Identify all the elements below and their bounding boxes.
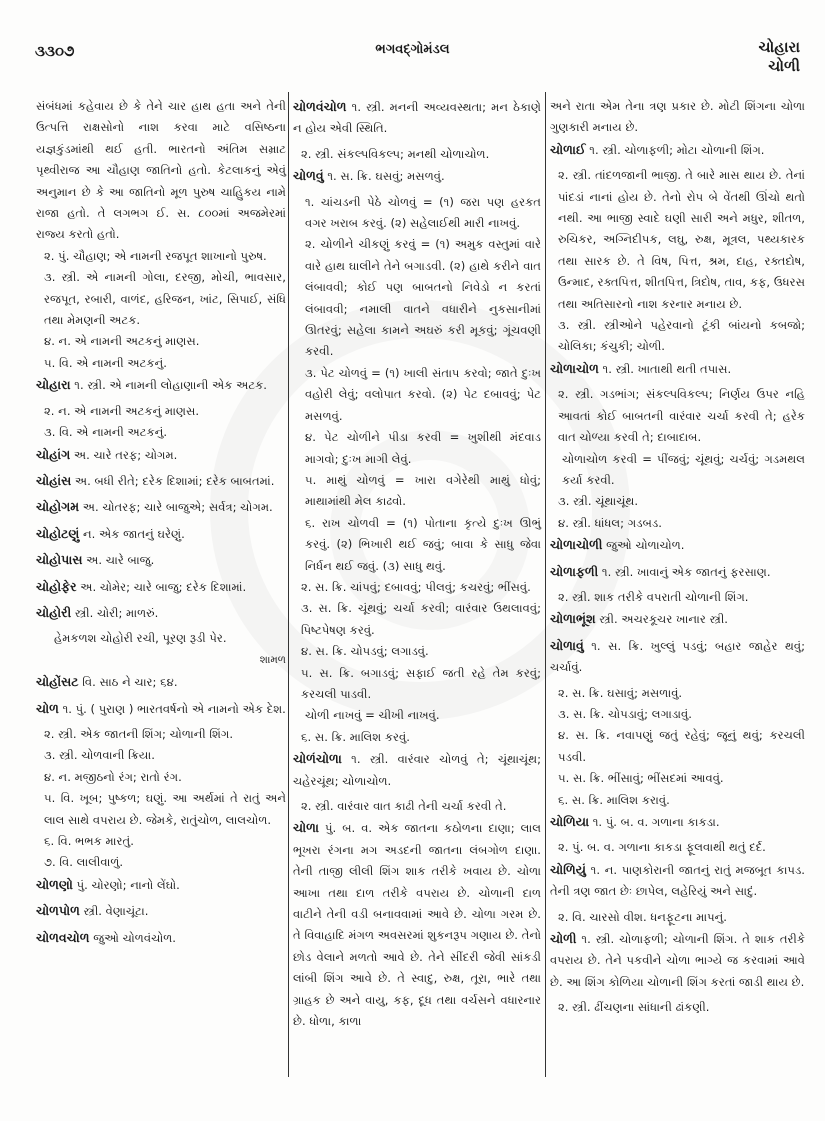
guide-word-first: ચોહારા (758, 38, 800, 56)
definition-sense: ૬. વિ. ભભક મારતું. (44, 834, 134, 848)
definition-sense: ૩. સ. ક્રિ. ચૂંથવું; ચર્ચા કરવી; વારંવાર ઉથલાવવું; પિષ્ટપેષણ કરવું. (301, 601, 541, 637)
idiom-phrase: ૨. ચોળીને ચીકણું કરવું = (૧) અમુક વસ્તુમાં વારે વારે હાથ ઘાલીને તેને બગાડવી. (૨) હાથે કરીને વાત લંબાવવી; કોઈ પણ બાબતનો નિવેડો ન કરતાં લંબાવવી; નમાલી વાતને વધારીને નુકસાનીમાં ઊતરવું; સહેલા કામને અઘરું કરી મૂકવું; ગૂંચવણી કરવી. (305, 237, 541, 359)
definition-sense: ૪. ન. મજીઠનો રંગ; રાતો રંગ. (44, 769, 182, 784)
dictionary-entry (36, 576, 286, 598)
definition-sense: ૩. સ. ક્રિ. ચોપડાવું; લગાડાવું. (558, 706, 692, 721)
idiom-phrase: ૫. માથું ચોળવું = ખારા વગેરેથી માથું ધોવું; માથામાંથી મેલ કાઢવો. (305, 472, 541, 509)
guide-word-last: ચોળી (768, 57, 800, 75)
definition-sense: ૨. વિ. ચારસો વીશ. ધનફૂટના માપનું. (558, 909, 727, 924)
idiom-phrase: ચોળી નાખવું = ચીખી નાખવું. (305, 708, 440, 723)
definition: ૧. સ્ત્રી. વારંવાર ચોળવું તે; ચૂંથાચૂંથ; ચહેરચૂંથ; ચોળાચોળ. (293, 752, 541, 788)
definition: ૧. સ્ત્રી. ચોળાફળી; ચોળાની શિંગ. તે શાક તરીકે વપરાય છે. તેને પકવીને ચોળા ભાગ્યે જ કરવામાં આવે છે. આ શિંગ કોળિયા ચોળાની શિંગ કરતાં જાડી થાય છે. (550, 932, 805, 989)
definition: જુઓ ચોળાચોળ. (602, 538, 685, 553)
idiom-phrase: ૩. પેટ ચોળવું = (૧) ખાલી સંતાપ કરવો; જાતે દુઃખ વહોરી લેવું; વલોપાત કરવો. (૨) પેટ દબાવવું; પેટ મસળવું. (305, 365, 541, 423)
guide-words (758, 38, 800, 76)
dictionary-entry (36, 927, 286, 949)
definition: સ્ત્રી. વેણાચૂંટા. (79, 904, 149, 919)
definition-sense: ૩. સ્ત્રી. ચોળવાની ક્રિયા. (44, 748, 155, 763)
page-header (0, 38, 825, 88)
definition-sense: ૨. સ. ક્રિ. ઘસાવું; મસળાવું. (558, 685, 683, 700)
running-title: ભગવદ્ગોમંડલ (375, 42, 450, 57)
dictionary-entry (36, 523, 286, 545)
definition: અ. ચારે બાજુ. (82, 553, 155, 568)
definition-sense: ૩. સ્ત્રી. ચૂંથાચૂંથ. (558, 494, 639, 509)
definition-sense: ૨. સ્ત્રી. તાંદળજાની ભાજી. તે બારે માસ થાય છે. તેનાં પાંદડાં નાનાં હોય છે. તેનો રોપ બે વેંતથી ઊંચો થતો નથી. આ ભાજી સ્વાદે ઘણી સારી અને મધુર, શીતળ, રુચિકર, અગ્નિદીપક, લઘુ, રુક્ષ, મૂત્રલ, પથ્યકારક તથા સારક છે. તે વિષ, પિત્ત, શ્રમ, દાહ, રક્તદોષ, ઉન્માદ, રક્તપિત્ત, શીતપિત્ત, ત્રિદોષ, તાવ, કફ, ઉધરસ તથા અતિસારનો નાશ કરનાર મનાય છે. (558, 168, 805, 311)
headword: ચોળિયું (550, 861, 586, 877)
dictionary-entry (36, 698, 286, 720)
headword: ચોહોરી (36, 604, 72, 620)
definition-sense: ૨. સ્ત્રી. સંકલ્પવિકલ્પ; મનથી ચોળાચોળ. (301, 146, 490, 161)
headword: ચોળાઈ (550, 141, 586, 157)
headword: ચોળણો (36, 876, 73, 892)
dictionary-entry (550, 859, 805, 903)
headword: ચોળાચોળ (550, 360, 599, 376)
citation-quote: હેમકળશ ચોહોરી રચી, પૂરણ રૂડી પેર. (54, 631, 227, 646)
headword: ચોળવું (293, 168, 324, 184)
idiom-phrase: ૧. ચાંચડની પેઠે ચોળવું = (૧) જરા પણ હરકત વગર ખરાબ કરવું. (૨) સહેલાઈથી મારી નાખવું. (305, 194, 541, 231)
idiom-phrase: ૪. પેટ ચોળીને પીડા કરવી = ખુશીથી મંદવાડ માગવો; દુઃખ માગી લેવું. (305, 430, 541, 466)
headword: ચોળાચોળી (550, 537, 603, 553)
continued-definition: અને રાતા એમ તેના ત્રણ પ્રકાર છે. મોટી શિંગના ચોળા ગુણકારી મનાય છે. (550, 99, 805, 135)
definition-sense: ૨. ન. એ નામની અટકનું માણસ. (44, 403, 200, 418)
headword: ચોહાંગ (36, 446, 71, 462)
headword: ચોહોફેર (36, 578, 77, 594)
definition: ન. એક જાતનું ઘરેણું. (79, 526, 185, 541)
definition: ૧. સ. ક્રિ. ઘસવું; મસળવું. (323, 169, 445, 184)
headword: ચોળાભૂંશ (550, 611, 596, 627)
definition-sense: ૩. સ્ત્રી. એ નામની ગોલા, દરજી, મોચી, ભાવસાર, રજપૂત, રબારી, વાળંદ, હરિજન, ખાંટ, સિપાઈ, સંધિ તથા મેમણની અટક. (44, 270, 286, 328)
dictionary-entry (36, 602, 286, 624)
headword: ચોળાવું (550, 637, 584, 653)
idiom-phrase: ૬. રાખ ચોળવી = (૧) પોતાના કૃત્યે દુઃખ ઊભું કરવું. (૨) ભિખારી થઈ જવું; બાવા કે સાધુ જેવા નિર્ધન થઈ જવું. (૩) સાધુ થવું. (305, 515, 541, 573)
headword: ચોહોપાસ (36, 552, 83, 568)
headword: ચોહારા (36, 377, 71, 393)
continued-definition: સંબંધમાં કહેવાય છે કે તેને ચાર હાથ હતા અને તેની ઉત્પત્તિ રાક્ષસોનો નાશ કરવા માટે વસિષ્ઠના યજ્ઞકુંડમાંથી થઈ હતી. ભારતનો અંતિમ સમ્રાટ પૃથ્વીરાજ આ ચૌહાણ જાતિનો હતો. કેટલાકનું એવું અનુમાન છે કે આ જાતિનો મૂળ પુરુષ ચાહિુકય નામે રાજા હતો. તે લગભગ ઈ. સ. ૮૦૦માં અજમેરમાં રાજ્ય કરતો હતો. (36, 99, 286, 242)
dictionary-entry (36, 671, 286, 693)
dictionary-entry (36, 444, 286, 466)
definition: સ્ત્રી. અચરકૂચર ખાનાર સ્ત્રી. (595, 612, 728, 627)
dictionary-column-3 (550, 96, 805, 1019)
definition-sense: ૨. સ્ત્રી. ઢીંચણના સાંધાની ઢાંકણી. (558, 1000, 710, 1015)
headword: ચોહોંસટ (36, 674, 79, 690)
headword: ચોહોટણું (36, 525, 80, 541)
definition: ૧. સ્ત્રી. ખાવાનું એક જાતનું ફરસાણ. (598, 564, 771, 579)
dictionary-entry (550, 928, 805, 993)
headword: ચોહોગમ (36, 499, 80, 515)
headword: ચોળપોળ (36, 903, 80, 919)
definition-sense: ૨. સ્ત્રી. એક જાતની શિંગ; ચોળાની શિંગ. (44, 726, 234, 741)
headword: ચોળવચોળ (36, 929, 90, 945)
headword: ચોળાફળી (550, 563, 599, 579)
dictionary-entry (36, 470, 286, 492)
dictionary-entry (36, 374, 286, 396)
definition-sense: ૩. વિ. એ નામની અટકનું. (44, 425, 168, 440)
definition: ૧. સ્ત્રી. ખાતાથી થતી તપાસ. (598, 361, 732, 376)
dictionary-entry (550, 608, 805, 630)
definition: અ. ચોતરફ; ચારે બાજુએ; સર્વત્ર; ચોગમ. (79, 500, 273, 515)
dictionary-entry (36, 549, 286, 571)
dictionary-entry (293, 96, 541, 140)
headword: ચોળિયા (550, 814, 590, 829)
definition: ૧. સ્ત્રી. મનની અવ્યવસ્થતા; મન ઠેકાણે ન હોય એવી સ્થિતિ. (293, 100, 541, 136)
dictionary-entry (550, 358, 805, 380)
definition-sense: ૨. પું. ચૌહાણ; એ નામની રજપૂત શાખાનો પુરુષ. (44, 248, 267, 263)
page-number: ૩૩૦૭ (35, 42, 75, 60)
dictionary-entry (293, 165, 541, 187)
definition-sense: ૨. પું. બ. વ. ગળાના કાકડા ફૂલવાથી થતું દર્દ. (558, 840, 766, 855)
headword: ચોળવંચોળ (293, 99, 347, 114)
definition-sense: ૫. વિ. એ નામની અટકનું. (44, 355, 167, 370)
dictionary-column-1 (36, 96, 286, 953)
dictionary-entry (550, 139, 805, 161)
definition: સ્ત્રી. ચોરી; માળરું. (71, 605, 159, 620)
definition: પું. બ. વ. એક જાતના કઠોળના દાણા; લાલ ભૂખરા રંગના મગ અડદની જાતના લંબગોળ દાણા. તેની તાજી લીલી શિંગ શાક તરીકે ખવાય છે. ચોળા આખા તથા દાળ તરીકે વપરાય છે. ચોળાની દાળ વાટીને તેની વડી બનાવવામાં આવે છે. ચોળા ગરમ છે. તે વિવાહાદિ મંગળ અવસરમાં શુકનરૂપ ગણાય છે. તેનો છોડ વેલાને મળતો આવે છે. તેને સીંદરી જેવી સાંકડી લાંબી શિંગ આવે છે. તે સ્વાદુ, રુક્ષ, તૂરા, ભારે તથા ગ્રાહક છે અને વાયુ, કફ, દૂધ તથા વર્ચસને વધારનાર છે. ધોળા, કાળા (293, 821, 541, 1029)
definition: અ. ચારે તરફ; ચોગમ. (70, 447, 178, 462)
definition-sense: ૫. સ. ક્રિ. ભીંસાવું; ભીંસદમાં આવવું. (558, 771, 724, 786)
dictionary-entry (293, 817, 541, 1032)
definition-sense: ૫. વિ. ખૂબ; પુષ્કળ; ઘણું. આ અર્થમાં તે રાતું અને લાલ સાથે વપરાય છે. જેમકે, રાતુંચોળ, લાલચોળ. (44, 791, 286, 827)
definition: ૧. ન. પાણકોરાની જાતનું રાતું મજબૂત કાપડ. તેની ત્રણ જાત છેઃ છાપેલ, લહેરિયું અને સાદું. (550, 862, 805, 899)
headword: ચોળ (36, 700, 59, 716)
headword: ચોળંચોળા (293, 751, 342, 767)
definition: વિ. સાઠ ને ચાર; ૬૪. (78, 675, 178, 690)
definition: ૧. પું. ( પુરાણ ) ભારતવર્ષનો એ નામનો એક દેશ. (58, 701, 286, 716)
definition: અ. ચોમેર; ચારે બાજુ; દરેક દિશામાં. (76, 579, 247, 594)
column-divider (288, 92, 289, 1077)
definition-sense: ૫. સ. ક્રિ. બગાડવું; સફાઈ જતી રહે તેમ કરવું; કરચલી પાડવી. (301, 665, 541, 701)
idiom-phrase: ચોળાચોળ કરવી = પીંજવું; ચૂંથવું; ચર્ચવું; ગડમથલ કર્યા કરવી. (562, 451, 805, 487)
definition: પું. ચોરણો; નાનો લેંઘો. (72, 877, 180, 892)
dictionary-entry (550, 811, 805, 833)
dictionary-entry (36, 496, 286, 518)
definition-sense: ૭. વિ. લાલીવાળું. (44, 855, 124, 870)
definition-sense: ૨. સ્ત્રી. ગડભાંગ; સંકલ્પવિકલ્પ; નિર્ણય ઉપર નહિ આવતાં કોઈ બાબતની વારંવાર ચર્ચા કરવી તે; હરેક વાત ચોળ્યા કરવી તે; દાબાદાબ. (558, 387, 805, 445)
headword: ચોળા (293, 820, 319, 836)
definition: ૧. પું. બ. વ. ગળાના કાકડા. (589, 815, 720, 829)
headword: ચોહાંસ (36, 472, 72, 488)
definition-sense: ૨. સ્ત્રી. શાક તરીકે વપરાતી ચોળાની શિંગ. (558, 589, 749, 604)
definition-sense: ૪. સ્ત્રી. ધાંધલ; ગડબડ. (558, 515, 662, 530)
definition: ૧. સ. ક્રિ. ખુલ્લું પડવું; બહાર જાહેર થવું; ચર્ચાવું. (550, 638, 805, 675)
definition-sense: ૩. સ્ત્રી. સ્ત્રીઓને પહેરવાનો ટૂંકી બાંયનો કબજો; ચોલિકા; કંચુકી; ચોળી. (558, 318, 805, 354)
dictionary-entry (36, 900, 286, 922)
dictionary-column-2 (293, 96, 541, 1036)
dictionary-entry (550, 561, 805, 583)
dictionary-entry (36, 874, 286, 896)
citation-source: શામળ (259, 653, 286, 666)
definition: ૧. સ્ત્રી. ચોળાફળી; મોટા ચોળાની શિંગ. (585, 142, 765, 157)
dictionary-entry (293, 748, 541, 792)
definition-sense: ૨. સ્ત્રી. વારંવાર વાત કાઢી તેની ચર્ચા કરવી તે. (301, 799, 507, 813)
definition-sense: ૨. સ. ક્રિ. ચાંપવું; દબાવવું; પીલવું; કચરવું; ભીંસવું. (301, 579, 531, 594)
column-divider (545, 92, 546, 1077)
definition-sense: ૬. સ. ક્રિ. માલિશ કરવું. (301, 729, 410, 744)
definition-sense: ૪. ન. એ નામની અટકનું માણસ. (44, 334, 200, 349)
definition-sense: ૬. સ. ક્રિ. માલિશ કરાવું. (558, 792, 670, 807)
definition-sense: ૪. સ. ક્રિ. ચોપડવું; લગાડવું. (301, 644, 429, 659)
definition: ૧. સ્ત્રી. એ નામની લોહાણાની એક અટક. (70, 378, 267, 393)
definition-sense: ૪. સ. ક્રિ. નવાપણું જતું રહેવું; જૂનું થવું; કરચલી પડવી. (558, 728, 805, 764)
dictionary-entry (550, 635, 805, 679)
headword: ચોળી (550, 931, 577, 947)
definition: જુઓ ચોળવંચોળ. (89, 930, 176, 945)
definition: અ. બધી રીતે; દરેક દિશામાં; દરેક બાબતમાં. (71, 473, 275, 488)
dictionary-entry (550, 534, 805, 556)
